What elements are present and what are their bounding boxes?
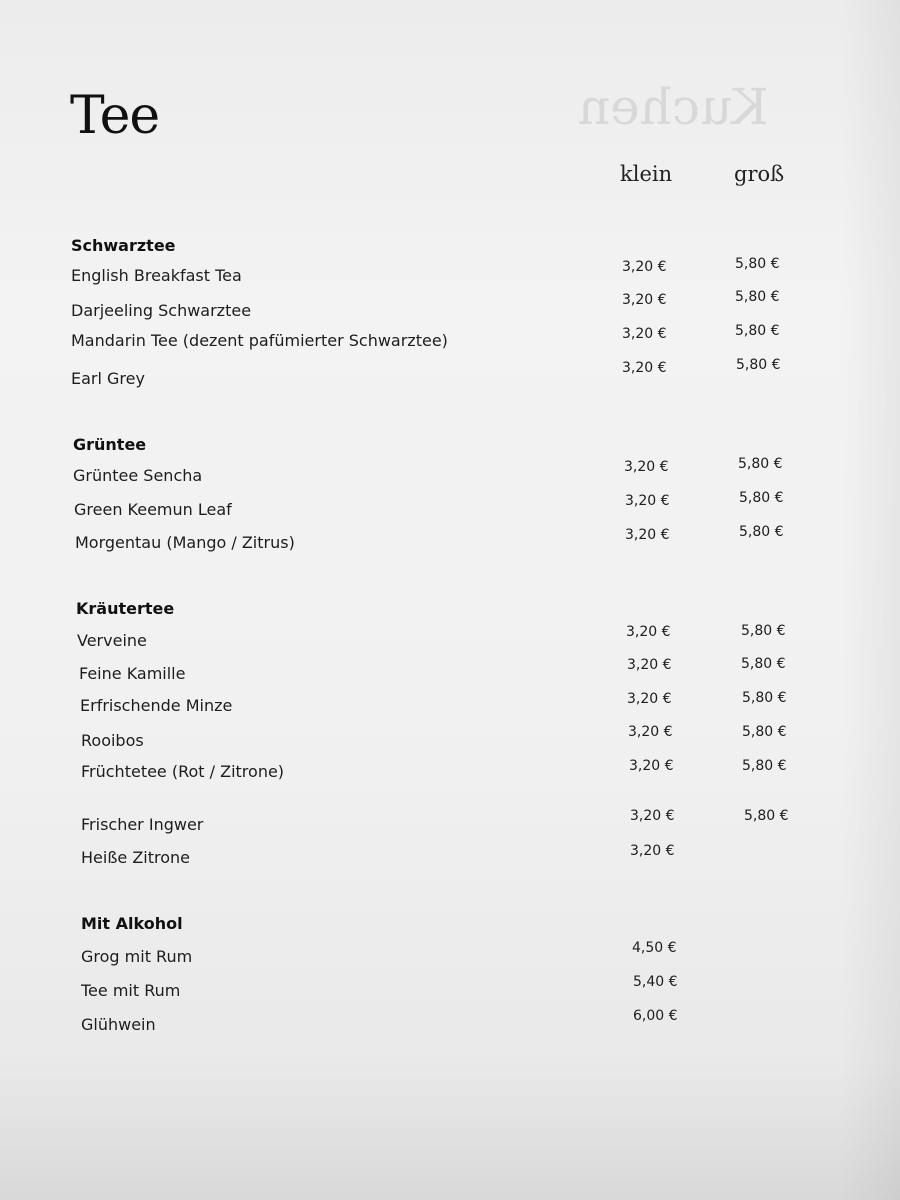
price-small: 3,20 € — [627, 657, 672, 673]
price-large: 5,80 € — [739, 490, 784, 506]
page-shadow-bottom — [0, 1060, 900, 1200]
menu-item-name: Mandarin Tee (dezent pafümierter Schwarztee) — [71, 331, 448, 350]
price-small: 3,20 € — [625, 493, 670, 509]
menu-item-name: Green Keemun Leaf — [74, 500, 232, 519]
menu-item-name: Verveine — [77, 631, 147, 650]
price-small: 6,00 € — [633, 1008, 678, 1024]
price-large: 5,80 € — [741, 656, 786, 672]
section-title-mit-alkohol: Mit Alkohol — [81, 914, 183, 933]
price-large: 5,80 € — [742, 724, 787, 740]
menu-item-name: Erfrischende Minze — [80, 696, 233, 715]
price-small: 3,20 € — [622, 326, 667, 342]
menu-item-name: Grog mit Rum — [81, 947, 193, 966]
menu-item-name: Glühwein — [81, 1015, 156, 1034]
price-small: 3,20 € — [625, 527, 670, 543]
price-large: 5,80 € — [741, 623, 786, 639]
menu-item-name: Rooibos — [81, 731, 144, 750]
section-title-gruentee: Grüntee — [73, 435, 147, 454]
menu-item-name: Grüntee Sencha — [73, 466, 203, 485]
price-large: 5,80 € — [744, 808, 789, 824]
price-small: 3,20 € — [622, 292, 667, 308]
menu-item-name: Frischer Ingwer — [81, 815, 204, 834]
price-small: 3,20 € — [630, 843, 675, 859]
price-large: 5,80 € — [735, 323, 780, 339]
menu-item-name: Tee mit Rum — [81, 981, 181, 1000]
show-through-title: Kuchen — [578, 78, 769, 136]
section-title-schwarztee: Schwarztee — [71, 236, 176, 255]
column-header-gross: groß — [734, 162, 785, 186]
menu-item-name: Feine Kamille — [79, 664, 186, 683]
menu-item-name: Darjeeling Schwarztee — [71, 301, 252, 320]
menu-item-name: Morgentau (Mango / Zitrus) — [75, 533, 295, 552]
menu-item-name: Earl Grey — [71, 369, 145, 388]
price-small: 4,50 € — [632, 940, 677, 956]
price-small: 3,20 € — [622, 259, 667, 275]
price-small: 3,20 € — [630, 808, 675, 824]
price-small: 3,20 € — [622, 360, 667, 376]
price-small: 3,20 € — [629, 758, 674, 774]
price-large: 5,80 € — [742, 690, 787, 706]
price-large: 5,80 € — [735, 256, 780, 272]
price-small: 3,20 € — [628, 724, 673, 740]
page-title: Tee — [70, 86, 160, 146]
price-small: 3,20 € — [626, 624, 671, 640]
menu-item-name: Heiße Zitrone — [81, 848, 191, 867]
price-small: 3,20 € — [624, 459, 669, 475]
price-large: 5,80 € — [742, 758, 787, 774]
price-large: 5,80 € — [736, 357, 781, 373]
section-title-kraeutertee: Kräutertee — [76, 599, 175, 618]
menu-item-name: Früchtetee (Rot / Zitrone) — [81, 762, 285, 781]
price-small: 3,20 € — [627, 691, 672, 707]
page-shadow-right — [840, 0, 900, 1200]
column-header-klein: klein — [620, 162, 673, 186]
price-large: 5,80 € — [738, 456, 783, 472]
price-small: 5,40 € — [633, 974, 678, 990]
menu-item-name: English Breakfast Tea — [71, 266, 242, 285]
price-large: 5,80 € — [739, 524, 784, 540]
price-large: 5,80 € — [735, 289, 780, 305]
